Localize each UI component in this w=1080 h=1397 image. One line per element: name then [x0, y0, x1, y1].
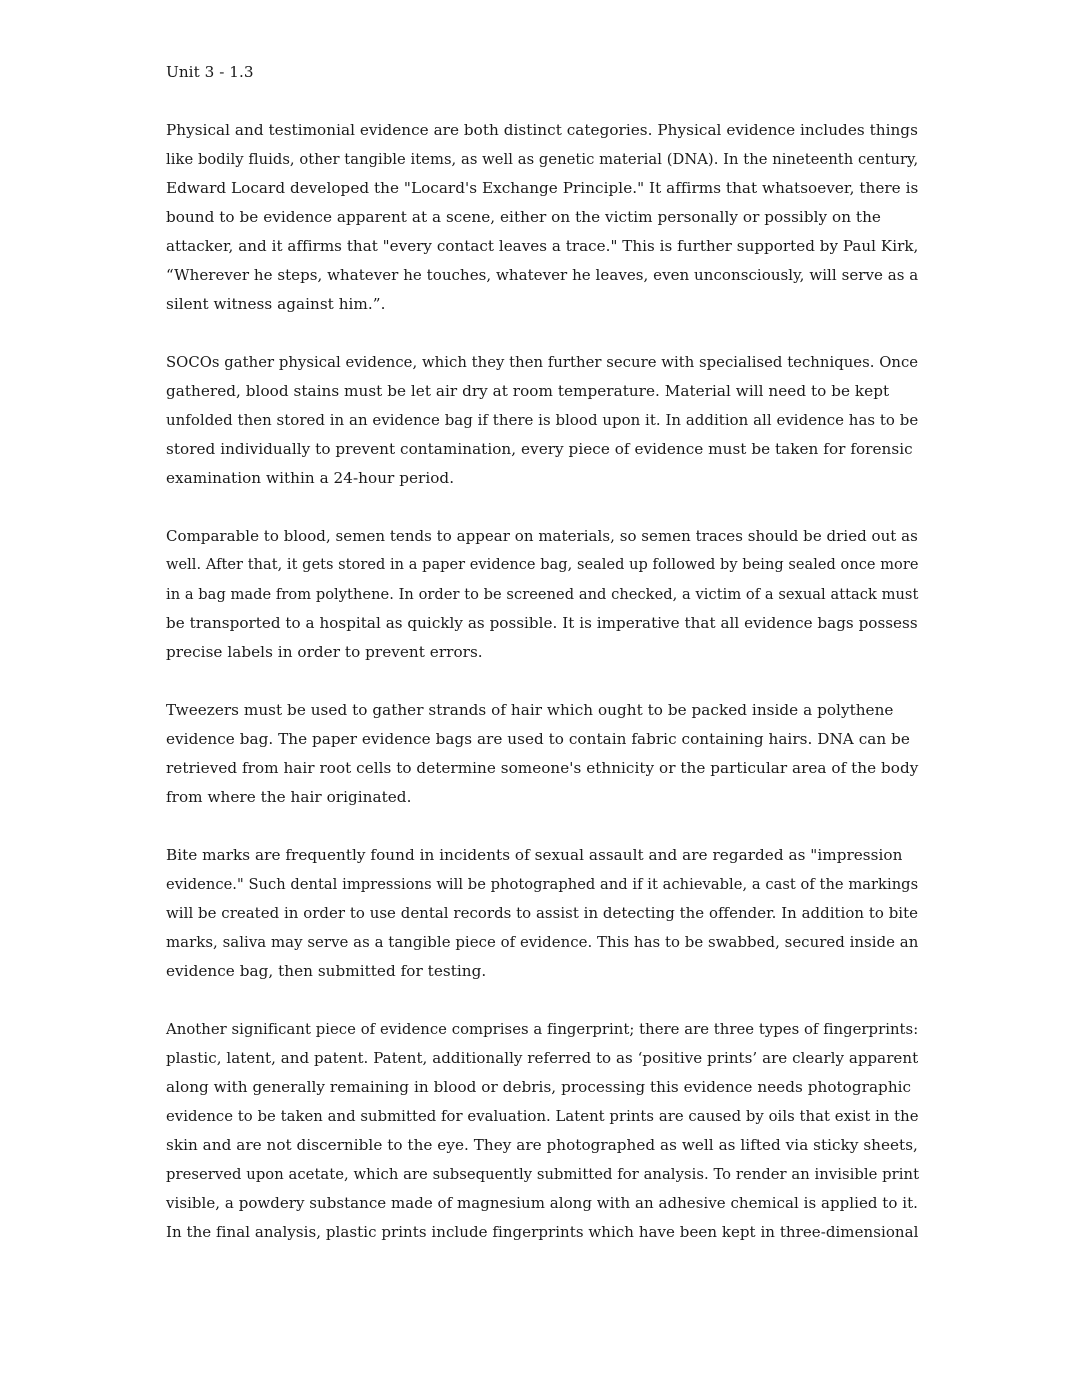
paragraph-line: be transported to a hospital as quickly as possible. It is imperative that all evidence bags possess	[166, 614, 918, 632]
paragraph-line: evidence to be taken and submitted for evaluation. Latent prints are caused by oils that exist in the	[166, 1108, 919, 1125]
paragraph-line: precise labels in order to prevent errors.	[166, 643, 483, 661]
paragraph-line: silent witness against him.”.	[166, 295, 386, 313]
paragraph-line: will be created in order to use dental records to assist in detecting the offender. In addition to bite	[166, 904, 919, 922]
paragraph-line: Physical and testimonial evidence are both distinct categories. Physical evidence includes things	[166, 121, 918, 139]
paragraph-line: in a bag made from polythene. In order to be screened and checked, a victim of a sexual attack must	[166, 586, 919, 603]
paragraph-line: plastic, latent, and patent. Patent, additionally referred to as ‘positive prints’ are clearly apparent	[166, 1049, 919, 1067]
paragraph	[166, 1015, 918, 1247]
paragraph-line: well. After that, it gets stored in a paper evidence bag, sealed up followed by being sealed once more	[166, 557, 919, 573]
paragraph-line: stored individually to prevent contamination, every piece of evidence must be taken for forensic	[166, 440, 913, 458]
paragraph-line: Bite marks are frequently found in incidents of sexual assault and are regarded as "impression	[166, 846, 903, 864]
paragraph	[166, 696, 918, 812]
unit-heading: Unit 3 - 1.3	[166, 63, 254, 81]
paragraph-line: Edward Locard developed the "Locard's Exchange Principle." It affirms that whatsoever, there is	[166, 179, 919, 197]
paragraph-line: preserved upon acetate, which are subsequently submitted for analysis. To render an invisible print	[166, 1166, 920, 1183]
paragraph-line: marks, saliva may serve as a tangible piece of evidence. This has to be swabbed, secured inside an	[166, 933, 919, 951]
document-body	[166, 116, 918, 1247]
paragraph	[166, 348, 918, 493]
paragraph-line: “Wherever he steps, whatever he touches, whatever he leaves, even unconsciously, will serve as a	[166, 266, 919, 284]
paragraph	[166, 841, 918, 986]
paragraph	[166, 522, 918, 667]
paragraph-line: attacker, and it affirms that "every contact leaves a trace." This is further supported by Paul Kirk,	[166, 237, 919, 255]
paragraph-line: from where the hair originated.	[166, 788, 412, 806]
document-page	[166, 58, 918, 1247]
paragraph-line: evidence bag, then submitted for testing.	[166, 962, 487, 980]
paragraph-line: In the final analysis, plastic prints include fingerprints which have been kept in three-dimensional	[166, 1223, 919, 1241]
paragraph-line: Tweezers must be used to gather strands of hair which ought to be packed inside a polythene	[166, 701, 894, 719]
paragraph-line: SOCOs gather physical evidence, which they then further secure with specialised techniques. Once	[166, 354, 919, 371]
paragraph	[166, 116, 918, 319]
paragraph-line: Comparable to blood, semen tends to appear on materials, so semen traces should be dried out as	[166, 527, 918, 545]
paragraph-line: retrieved from hair root cells to determine someone's ethnicity or the particular area of the body	[166, 759, 919, 777]
paragraph-line: along with generally remaining in blood or debris, processing this evidence needs photographic	[166, 1078, 912, 1096]
paragraph-line: like bodily fluids, other tangible items, as well as genetic material (DNA). In the nineteenth century,	[166, 151, 919, 168]
paragraph-line: unfolded then stored in an evidence bag if there is blood upon it. In addition all evidence has to be	[166, 411, 919, 429]
paragraph-line: Another significant piece of evidence comprises a fingerprint; there are three types of fingerprints:	[166, 1021, 919, 1038]
paragraph-line: examination within a 24-hour period.	[166, 469, 455, 487]
paragraph-line: evidence." Such dental impressions will be photographed and if it achievable, a cast of the markings	[166, 876, 919, 893]
paragraph-line: skin and are not discernible to the eye. They are photographed as well as lifted via sticky sheets,	[166, 1136, 918, 1154]
paragraph-line: bound to be evidence apparent at a scene, either on the victim personally or possibly on the	[166, 208, 881, 226]
paragraph-line: visible, a powdery substance made of magnesium along with an adhesive chemical is applied to it.	[166, 1194, 918, 1212]
paragraph-line: evidence bag. The paper evidence bags are used to contain fabric containing hairs. DNA can be	[166, 730, 910, 748]
paragraph-line: gathered, blood stains must be let air dry at room temperature. Material will need to be kept	[166, 382, 890, 400]
